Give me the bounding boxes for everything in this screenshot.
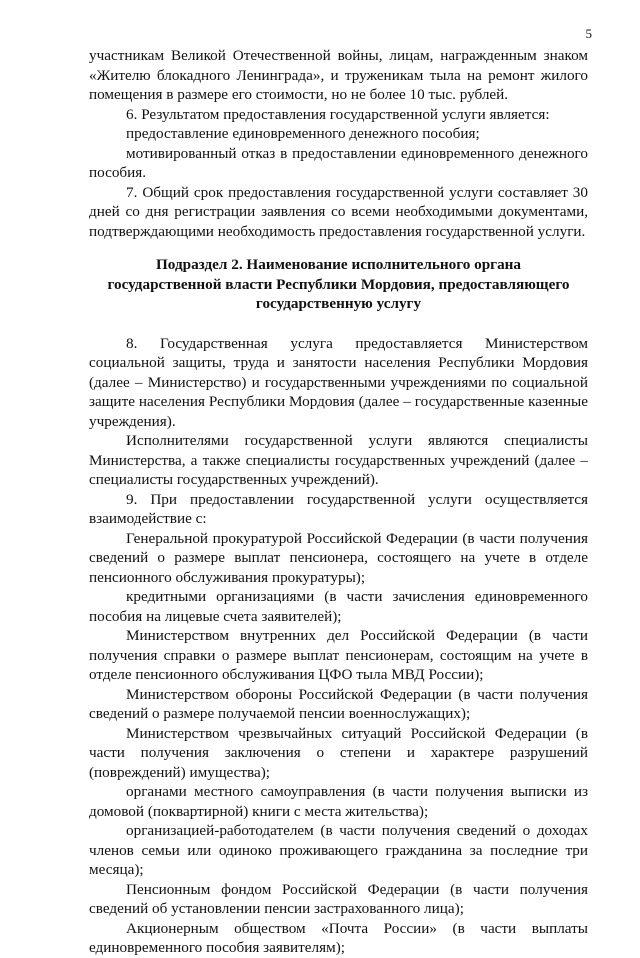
page-number: 5 <box>585 26 592 41</box>
heading-line: государственной власти Республики Мордовия, предоставляющего <box>107 275 570 293</box>
paragraph: Пенсионным фондом Российской Федерации (в части получения сведений об установлении пенсии застрахованного лица); <box>89 880 588 917</box>
heading-line: государственную услугу <box>255 295 422 312</box>
paragraph: предоставление единовременного денежного пособия; <box>126 125 480 142</box>
paragraph: Генеральной прокуратурой Российской Федерации (в части получения сведений о размере выплат пенсионера, состоящего на учете в отделе пенсионного обслуживания прокуратуры); <box>89 529 588 586</box>
paragraph: Исполнителями государственной услуги являются специалисты Министерства, а также специалисты государственных учреждений (далее – специалисты государственных учреждений). <box>89 432 588 488</box>
section-heading <box>89 255 588 314</box>
paragraph: 8. Государственная услуга предоставляется Министерством социальной защиты, труда и занятости населения Республики Мордовия (далее – Министерство) и государственными учреждениями по социальной защите населения Республики Мордовия (далее – государственные казенные учреждения). <box>89 334 588 430</box>
paragraph: Министерством внутренних дел Российской Федерации (в части получения справки о размере выплат пенсионерам, состоящим на учете в отделе пенсионного обслуживания ЦФО тыла МВД России); <box>89 627 588 683</box>
heading-line: Подраздел 2. Наименование исполнительного органа <box>155 256 522 273</box>
paragraph: участникам Великой Отечественной войны, лицам, награжденным знаком «Жителю блокадного Ленинграда», и труженикам тыла на ремонт жилого помещения в размере его стоимости, но не более 10 тыс. рублей. <box>89 47 588 103</box>
paragraph: Министерством чрезвычайных ситуаций Российской Федерации (в части получения заключения о степени и характере разрушений (повреждений) имущества); <box>89 724 588 781</box>
paragraph: кредитными организациями (в части зачисления единовременного пособия на лицевые счета заявителей); <box>89 588 588 625</box>
paragraph: 7. Общий срок предоставления государственной услуги составляет 30 дней со дня регистрации заявления со всеми необходимыми документами, подтверждающими необходимость предоставления государственной услуги. <box>89 183 588 240</box>
page-content <box>89 46 588 958</box>
paragraph: Министерством обороны Российской Федерации (в части получения сведений о размере получаемой пенсии военнослужащих); <box>89 685 588 722</box>
paragraph: организацией-работодателем (в части получения сведений о доходах членов семьи или одиноко проживающего гражданина за последние три месяца); <box>89 822 588 878</box>
paragraph: 9. При предоставлении государственной услуги осуществляется взаимодействие с: <box>89 490 588 527</box>
paragraph: 6. Результатом предоставления государственной услуги является: <box>126 105 550 123</box>
paragraph: мотивированный отказ в предоставлении единовременного денежного пособия. <box>89 144 588 181</box>
paragraph: Акционерным обществом «Почта России» (в части выплаты единовременного пособия заявителям); <box>89 919 588 956</box>
paragraph: органами местного самоуправления (в части получения выписки из домовой (поквартирной) книги с места жительства); <box>89 783 588 820</box>
